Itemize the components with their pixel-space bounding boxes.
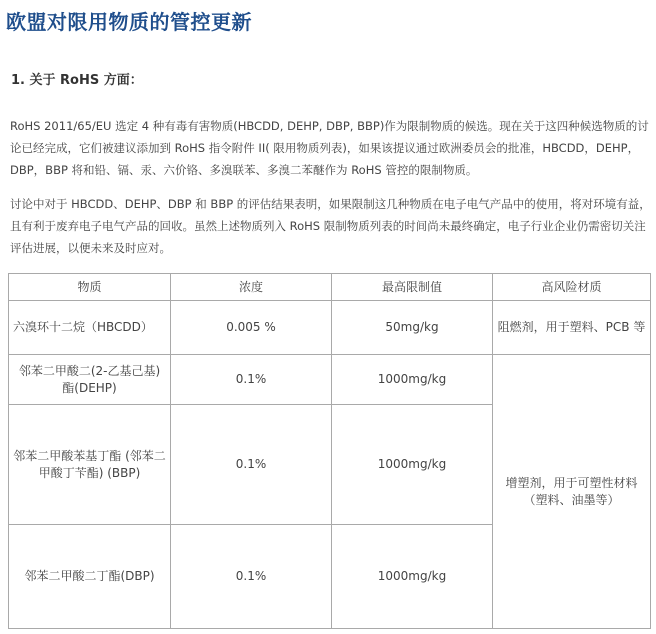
paragraph-evaluation: 讨论中对于 HBCDD、DEHP、DBP 和 BBP 的评估结果表明，如果限制这几种物质在电子电气产品中的使用，将对环境有益，且有利于废弃电子电气产品的回收。虽然上述物质列入 RoHS 限制物质列表的时间尚未最终确定，电子行业企业仍需密切关注评估进展，以便未来及时应对。 — [10, 197, 651, 255]
paragraph-rohs-candidates: RoHS 2011/65/EU 选定 4 种有毒有害物质(HBCDD, DEHP, DBP, BBP)作为限制物质的候选。现在关于这四种候选物质的讨论已经完成，它们被建议添加到 RoHS 指令附件 II( 限用物质列表)，如果该提议通过欧洲委员会的批准，HBCDD，DEHP，DBP，BBP 将和铅、镉、汞、六价铬、多溴联苯、多溴二苯醚作为 RoHS 管控的限制物质。 — [10, 119, 649, 177]
material-cell-merged: 增塑剂，用于可塑性材料（塑料、油墨等） — [493, 355, 651, 629]
substance-cell: 邻苯二甲酸二(2-乙基己基)酯(DEHP) — [9, 355, 171, 405]
page-title: 欧盟对限用物质的管控更新 — [6, 10, 252, 34]
header-high-risk-material: 高风险材质 — [493, 274, 651, 301]
concentration-cell: 0.1% — [171, 355, 332, 405]
table-row — [9, 301, 651, 355]
substance-cell: 邻苯二甲酸苯基丁酯 (邻苯二甲酸丁苄酯) (BBP) — [9, 405, 171, 525]
limit-cell: 1000mg/kg — [332, 355, 493, 405]
section-heading: 1. 关于 RoHS 方面： — [11, 73, 143, 88]
limit-cell: 1000mg/kg — [332, 405, 493, 525]
substance-cell: 六溴环十二烷（HBCDD） — [9, 301, 171, 355]
restricted-substances-table — [8, 273, 651, 629]
header-max-limit: 最高限制值 — [332, 274, 493, 301]
header-concentration: 浓度 — [171, 274, 332, 301]
material-cell: 阻燃剂，用于塑料、PCB 等 — [493, 301, 651, 355]
header-substance: 物质 — [9, 274, 171, 301]
substance-cell: 邻苯二甲酸二丁酯(DBP) — [9, 525, 171, 629]
concentration-cell: 0.1% — [171, 525, 332, 629]
table-row — [9, 355, 651, 405]
concentration-cell: 0.005 % — [171, 301, 332, 355]
limit-cell: 50mg/kg — [332, 301, 493, 355]
limit-cell: 1000mg/kg — [332, 525, 493, 629]
concentration-cell: 0.1% — [171, 405, 332, 525]
table-header-row — [9, 274, 651, 301]
